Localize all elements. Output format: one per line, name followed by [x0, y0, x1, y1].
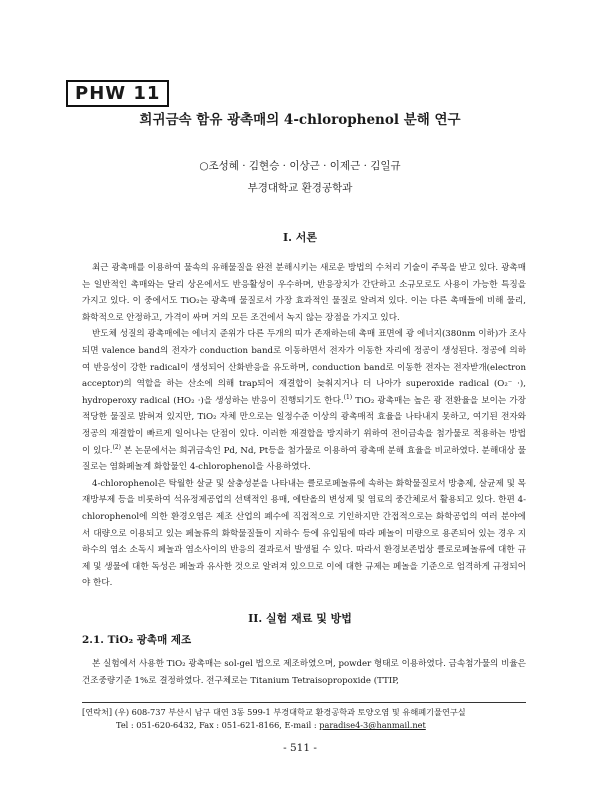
subsection-heading-catalyst-prep: 2.1. TiO₂ 광촉매 제조 — [82, 634, 192, 646]
section-heading-introduction: I. 서론 — [282, 231, 318, 244]
intro-paragraph-2-part-c: 본 논문에서는 희귀금속인 Pd, Nd, Pt등을 첨가물로 이용하여 광촉매 분해 효율을 비교하였다. 분해대상 물질로는 염화페놀계 화합물인 4-chlorophenol을 사용하였다. — [82, 445, 526, 473]
intro-paragraph-3: 4-chlorophenol은 탁월한 살균 및 살충성분을 나타내는 클로로페놀류에 속하는 화학물질로서 방충제, 살균제 및 목재방부제 등을 비롯하여 석유정제공업의 선택적인 용매, 에탄올의 변성제 및 염료의 중간체로서 활용되고 있다. 한편 4-chlorophenol에 의한 환경오염은 제조 산업의 폐수에 직접적으로 기인하지만 간접적으로는 화학공업의 여러 분야에서 대량으로 이용되고 있는 페놀류의 화학물질들이 지하수 등에 유입됨에 따라 페놀이 미량으로 용존되어 있는 경우 지하수의 염소 소독시 페놀과 염소사이의 반응의 결과로서 발생될 수 있다. 따라서 환경보존법상 클로로페놀류에 대한 규제 및 생물에 대한 독성은 페놀과 유사한 것으로 알려져 있으므로 이에 대한 규제는 페놀을 기준으로 엄격하게 규정되어야 한다. — [82, 478, 526, 589]
paper-title: 희귀금속 함유 광촉매의 4-chlorophenol 분해 연구 — [139, 112, 461, 128]
intro-paragraph-2-part-b: TiO₂ 광촉매는 높은 광 전환율을 보이는 가장 적당한 물질로 밝혀져 있지만, TiO₂ 자체 만으로는 일정수준 이상의 광촉매적 효율을 나타내지 못하고, 여기된 전자와 정공의 재결합이 빠르게 일어나는 단점이 있다. 이러한 재결합을 방지하기 위하여 전이금속을 첨가물로 적용하는 방법이 있다. — [82, 395, 526, 456]
page-number: - 511 - — [283, 742, 317, 754]
intro-paragraph-2-part-a: 반도체 성질의 광촉매에는 에너지 준위가 다른 두개의 띠가 존재하는데 촉매 표면에 광 에너지(380nm 이하)가 조사되면 valence band의 전자가 conduction band로 이동하면서 전자가 이동한 자리에 정공이 생성된다. 정공에 의하여 반응성이 강한 radical이 생성되어 산화반응을 유도하며, conduction band로 이동한 전자는 전자받개(electron acceptor)의 역할을 하는 산소에 의해 trap되어 재결합이 늦춰지거나 더 나아가 superoxide radical (O₂⁻ ·), hydroperoxy radical (HO₂ ·)을 생성하는 반응이 진행되기도 한다. — [82, 329, 526, 406]
contact-footnote — [82, 706, 526, 732]
methods-paragraph-1: 본 실험에서 사용한 TiO₂ 광촉매는 sol-gel 법으로 제조하였으며, powder 형태로 이용하였다. 금속첨가물의 비율은 건조중량기준 1%로 결정하였다. 전구체로는 Titanium Tetraisopropoxide (TTIP, — [82, 659, 526, 686]
reference-1: (1) — [343, 393, 353, 401]
intro-paragraph-2 — [82, 326, 526, 475]
contact-address-line — [82, 706, 526, 719]
methods-body — [82, 656, 526, 689]
contact-label: [연락처] — [82, 707, 113, 717]
section-heading-methods: II. 실험 재료 및 방법 — [248, 612, 352, 625]
introduction-body — [82, 260, 526, 592]
reference-2: (2) — [112, 443, 121, 451]
contact-phone-line — [82, 719, 526, 732]
footnote-divider — [82, 702, 526, 703]
contact-phone-fax: Tel : 051-620-6432, Fax : 051-621-8166, E-mail : — [116, 720, 320, 730]
paper-code: PHW 11 — [75, 83, 161, 104]
affiliation: 부경대학교 환경공학과 — [247, 182, 353, 194]
intro-paragraph-1: 최근 광촉매를 이용하여 물속의 유해물질을 완전 분해시키는 새로운 방법의 수처리 기술이 주목을 받고 있다. 광촉매는 일반적인 촉매와는 달리 상온에서도 반응활성이 우수하며, 반응장치가 간단하고 소규모로도 사용이 가능한 특징을 가지고 있다. 이 중에서도 TiO₂는 광촉매 물질로서 가장 효과적인 물질로 알려져 있다. 이는 다른 촉매들에 비해 물리, 화학적으로 안정하고, 가격이 싸며 거의 모든 조건에서 녹지 않는 장점을 가지고 있다. — [82, 263, 526, 323]
paper-code-box — [66, 80, 169, 107]
author-list: ○조성혜 · 김현승 · 이상근 · 이제근 · 김일규 — [199, 160, 401, 172]
contact-email[interactable]: paradise4-3@hanmail.net — [319, 720, 426, 730]
contact-address: (우) 608-737 부산시 남구 대연 3동 599-1 부경대학교 환경공학과 토양오염 및 유해폐기물연구실 — [114, 707, 466, 717]
